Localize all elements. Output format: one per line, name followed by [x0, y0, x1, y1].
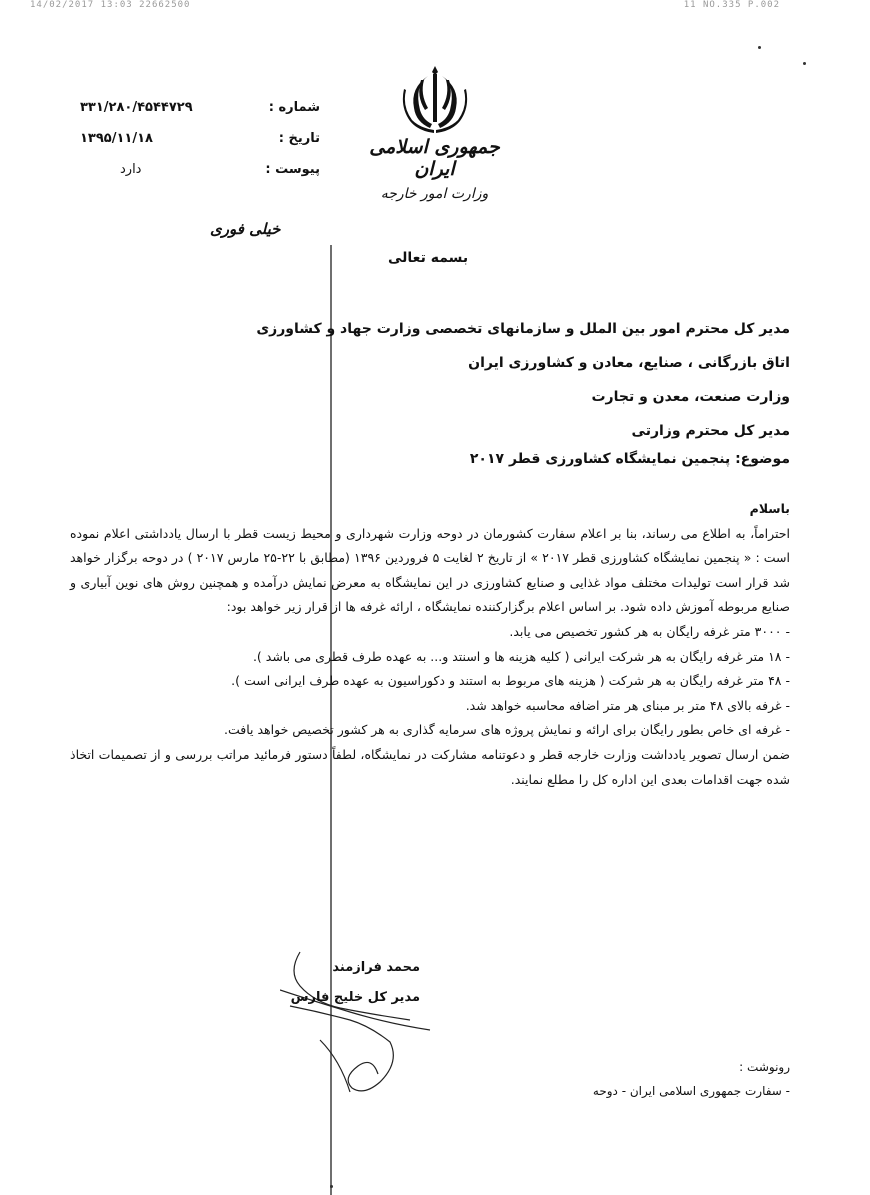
letter-meta [80, 92, 320, 185]
signature-block [280, 950, 480, 1110]
body-list-item: - ۱۸ متر غرفه رایگان به هر شرکت ایرانی ( کلیه هزینه ها و اسنتد و... به عهده طرف قطری می باشد ). [252, 648, 790, 664]
cc-item: - سفارت جمهوری اسلامی ایران - دوحه [592, 1084, 790, 1098]
letterhead-title: جمهوری اسلامی ایران [369, 136, 500, 180]
invocation: بسمه تعالی [388, 250, 469, 266]
cc-label: رونوشت : [739, 1060, 790, 1074]
urgency-note: خیلی فوری [210, 220, 281, 238]
meta-attachment-row [80, 154, 320, 185]
body-list-item: - غرفه بالای ۴۸ متر بر مبنای هر متر اضافه محاسبه خواهد شد. [465, 697, 790, 713]
body-list-item: - غرفه ای خاص بطور رایگان برای ارائه و نمایش پروژه های سرمایه گذاری به هر کشور تخصیص خواهد یافت. [224, 722, 790, 738]
recipient-line: وزارت صنعت، معدن و تجارت [591, 389, 790, 405]
fax-header [30, 0, 780, 12]
carbon-copy [530, 1055, 790, 1103]
scan-speck [803, 62, 806, 65]
meta-number-value: ۳۳۱/۲۸۰/۴۵۴۴۷۲۹ [80, 100, 193, 115]
letter-body [70, 497, 790, 792]
iran-emblem-icon [400, 62, 470, 134]
meta-date-value: ۱۳۹۵/۱۱/۱۸ [80, 131, 153, 146]
scan-speck [330, 1185, 333, 1188]
recipients-list [70, 312, 790, 448]
body-closing: ضمن ارسال تصویر یادداشت وزارت خارجه قطر و دعوتنامه مشارکت در نمایشگاه، لطفاً دستور فرمائید مراتب بررسی و از تصمیمات اتخاذ شده جهت اقدامات بعدی این اداره کل را مطلع نمایند. [70, 746, 790, 787]
body-list-item: - ۴۸ متر غرفه رایگان به هر شرکت ( هزینه های مربوط به استند و دکوراسیون به عهده طرف ایرانی است ). [231, 673, 790, 689]
fax-header-left: 14/02/2017 13:03 22662500 [30, 0, 191, 10]
meta-date-label: تاریخ : [278, 131, 320, 146]
signer-name: محمد فرازمند [332, 960, 420, 975]
body-list-item: - ۳۰۰۰ متر غرفه رایگان به هر کشور تخصیص می یابد. [509, 623, 790, 639]
fax-header-right: 11 NO.335 P.002 [683, 0, 780, 10]
meta-number-label: شماره : [268, 100, 320, 115]
signer-title: مدیر کل خلیج فارس [290, 990, 420, 1005]
meta-attachment-label: پیوست : [265, 162, 320, 177]
letterhead-subtitle: وزارت امور خارجه [380, 186, 489, 202]
meta-number-row [80, 92, 320, 123]
body-greeting: باسلام [749, 501, 790, 516]
recipient-line: مدیر کل محترم امور بین الملل و سازمانهای تخصصی وزارت جهاد و کشاورزی [256, 321, 790, 337]
letterhead [352, 62, 517, 202]
meta-date-row [80, 123, 320, 154]
letter-subject: موضوع: پنجمین نمایشگاه کشاورزی قطر ۲۰۱۷ [469, 451, 790, 467]
meta-attachment-value: دارد [120, 162, 142, 177]
body-paragraph: احتراماً، به اطلاع می رساند، بنا بر اعلام سفارت کشورمان در دوحه وزارت شهرداری و محیط زیست قطر با ارسال یادداشتی اعلام نموده است : « پنجمین نمایشگاه کشاورزی قطر ۲۰۱۷ » از تاریخ ۲ لغایت ۵ فروردین ۱۳۹۶ (مطابق با ۲۲-۲۵ مارس ۲۰۱۷ ) در دوحه برگزار خواهد شد قرار است تولیدات مختلف مواد غذایی و صنایع کشاورزی در این نمایشگاه به معرض نمایش درآمده و همچنین روش های نوین آبیاری و صنایع مربوطه آموزش داده شود. بر اساس اعلام برگزارکننده نمایشگاه ، ارائه غرفه ها از قرار زیر خواهد بود: [70, 525, 791, 615]
scan-speck [758, 46, 761, 49]
recipient-line: مدیر کل محترم وزارتی [631, 423, 790, 439]
recipient-line: اتاق بازرگانی ، صنایع، معادن و کشاورزی ایران [468, 355, 790, 371]
